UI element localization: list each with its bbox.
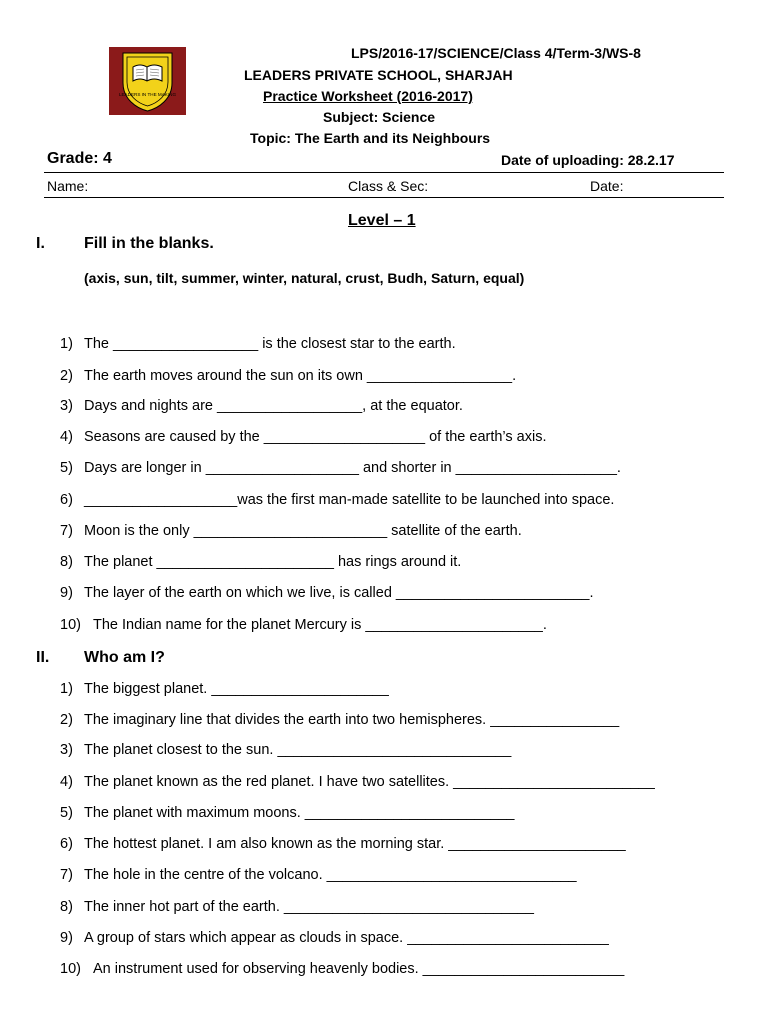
header-divider-top [44, 172, 724, 173]
question-text: The planet ______________________ has rings around it. [84, 554, 462, 570]
question-text: Seasons are caused by the ____________________ of the earth’s axis. [84, 429, 547, 445]
question-number: 5) [60, 460, 73, 476]
question-text: The planet closest to the sun. _____________________________ [84, 742, 512, 758]
word-bank: (axis, sun, tilt, summer, winter, natural, crust, Budh, Saturn, equal) [84, 270, 525, 286]
question-number: 2) [60, 712, 73, 728]
question-text: A group of stars which appear as clouds in space. _________________________ [84, 930, 609, 946]
question-number: 5) [60, 805, 73, 821]
school-name: LEADERS PRIVATE SCHOOL, SHARJAH [244, 67, 513, 83]
question-text: The __________________ is the closest star to the earth. [84, 336, 456, 352]
section-1-title: Fill in the blanks. [84, 235, 214, 252]
question-number: 8) [60, 899, 73, 915]
school-logo [109, 47, 186, 115]
subject-line: Subject: Science [323, 109, 436, 125]
question-text: The Indian name for the planet Mercury is ______________________. [93, 617, 547, 633]
question-number: 4) [60, 429, 73, 445]
question-text: Days and nights are __________________, at the equator. [84, 398, 463, 414]
question-text: Moon is the only ________________________ satellite of the earth. [84, 523, 522, 539]
name-field-label: Name: [47, 178, 89, 194]
section-2-title: Who am I? [84, 649, 165, 666]
question-number: 3) [60, 398, 73, 414]
upload-date: Date of uploading: 28.2.17 [501, 152, 675, 168]
question-number: 7) [60, 523, 73, 539]
question-number: 10) [60, 961, 81, 977]
question-number: 1) [60, 681, 73, 697]
question-number: 9) [60, 930, 73, 946]
question-text: An instrument used for observing heavenly bodies. _________________________ [93, 961, 625, 977]
question-text: The inner hot part of the earth. _______________________________ [84, 899, 534, 915]
question-number: 9) [60, 585, 73, 601]
question-number: 2) [60, 368, 73, 384]
question-text: The planet with maximum moons. __________________________ [84, 805, 515, 821]
question-text: The layer of the earth on which we live, is called ________________________. [84, 585, 594, 601]
section-2-number: II. [36, 649, 50, 666]
question-text: ___________________was the first man-made satellite to be launched into space. [84, 492, 615, 508]
worksheet-title: Practice Worksheet (2016-2017) [263, 88, 473, 104]
question-number: 6) [60, 836, 73, 852]
question-text: The earth moves around the sun on its own __________________. [84, 368, 517, 384]
question-number: 1) [60, 336, 73, 352]
school-crest-icon [109, 47, 186, 115]
date-field-label: Date: [590, 178, 624, 194]
question-text: Days are longer in ___________________ and shorter in ____________________. [84, 460, 621, 476]
topic-line: Topic: The Earth and its Neighbours [250, 130, 491, 146]
grade-label: Grade: 4 [47, 150, 112, 167]
question-text: The imaginary line that divides the earth into two hemispheres. ________________ [84, 712, 620, 728]
class-field-label: Class & Sec: [348, 178, 429, 194]
question-text: The planet known as the red planet. I have two satellites. _________________________ [84, 774, 655, 790]
question-number: 7) [60, 867, 73, 883]
question-text: The hole in the centre of the volcano. _______________________________ [84, 867, 577, 883]
question-number: 10) [60, 617, 81, 633]
svg-text:LEADERS IN THE MAKING: LEADERS IN THE MAKING [118, 92, 177, 97]
question-text: The biggest planet. ______________________ [84, 681, 389, 697]
level-heading: Level – 1 [348, 212, 416, 229]
question-text: The hottest planet. I am also known as the morning star. ______________________ [84, 836, 626, 852]
question-number: 3) [60, 742, 73, 758]
question-number: 8) [60, 554, 73, 570]
section-1-number: I. [36, 235, 45, 252]
header-divider-bottom [44, 197, 724, 198]
question-number: 6) [60, 492, 73, 508]
question-number: 4) [60, 774, 73, 790]
worksheet-ref-code: LPS/2016-17/SCIENCE/Class 4/Term-3/WS-8 [351, 45, 641, 61]
